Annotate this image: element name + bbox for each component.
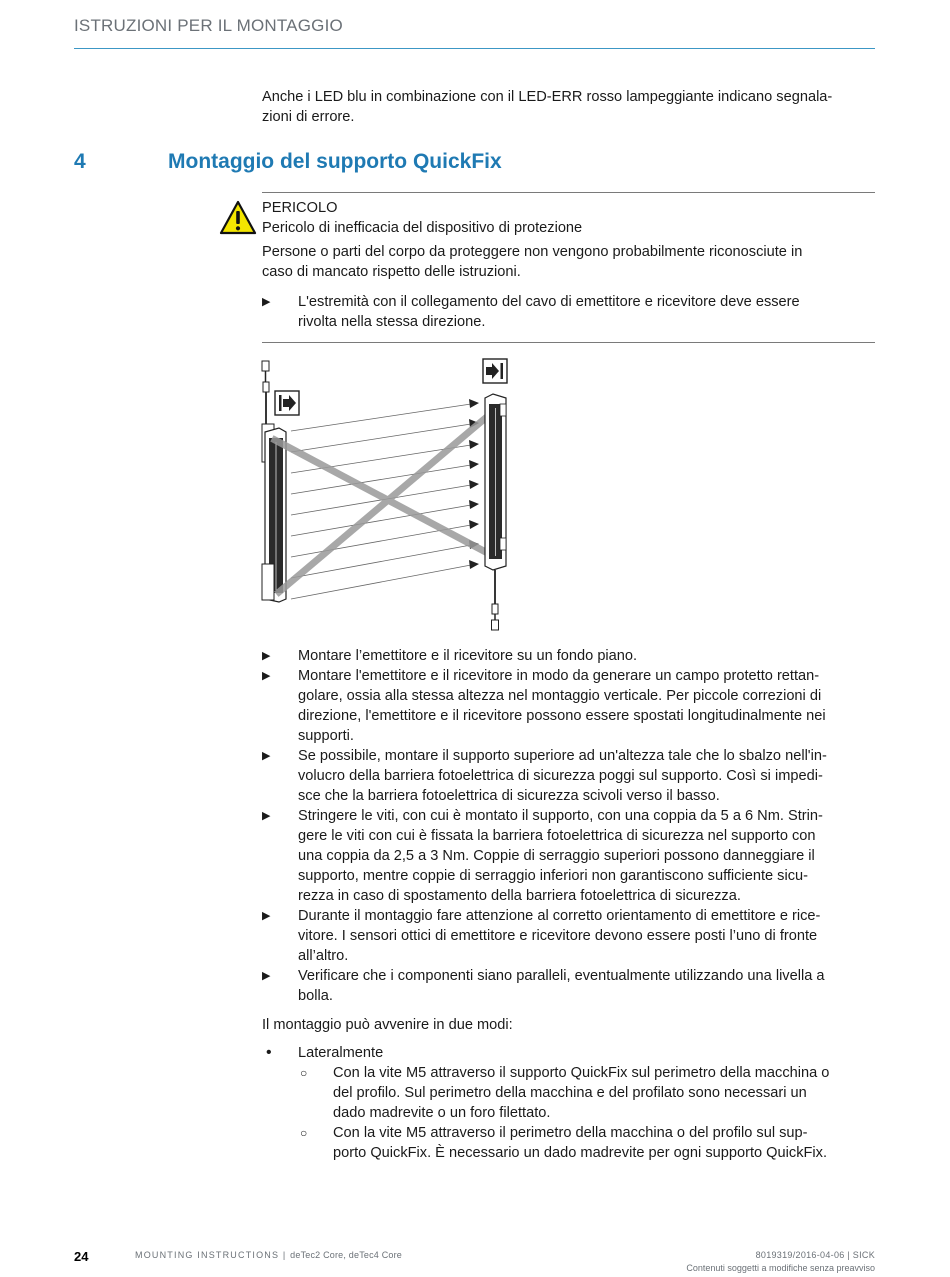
triangle-bullet-icon: ▶ <box>262 910 271 922</box>
step-item <box>262 646 874 666</box>
mode-subitem <box>298 1063 874 1123</box>
intro-paragraph <box>262 87 874 127</box>
step-line: gere le viti con cui è fissata la barriera fotoelettrica di sicurezza nel supporto con <box>298 828 816 844</box>
warning-triangle-icon <box>219 200 257 236</box>
step-line: supporto, mentre coppie di serraggio inferiori non garantiscono sufficiente sicu- <box>298 868 808 884</box>
warning-bottom-rule <box>262 342 875 343</box>
triangle-bullet-icon: ▶ <box>262 970 271 982</box>
warning-text-line: caso di mancato rispetto delle istruzioni. <box>262 264 521 280</box>
section-number: 4 <box>74 150 86 173</box>
warning-subtitle: Pericolo di inefficacia del dispositivo di protezione <box>262 220 583 236</box>
step-line: una coppia da 2,5 a 3 Nm. Coppie di serraggio superiori possono danneggiare il <box>298 848 815 864</box>
footer-note: Contenuti soggetti a modifiche senza preavviso <box>686 1263 875 1273</box>
step-line: vitore. I sensori ottici di emettitore e ricevitore devono essere posti l’uno di fronte <box>298 928 818 944</box>
warning-content <box>262 198 874 282</box>
footer-product: deTec2 Core, deTec4 Core <box>290 1250 403 1260</box>
mode-subitem <box>298 1123 874 1163</box>
warning-text <box>262 242 874 282</box>
mode-subitem-line: del profilo. Sul perimetro della macchina e del profilato sono necessari un <box>333 1085 807 1101</box>
step-item <box>262 966 874 1006</box>
mode-subitem-line: Con la vite M5 attraverso il supporto QuickFix sul perimetro della macchina o <box>333 1065 830 1081</box>
dot-bullet-icon: • <box>266 1044 272 1061</box>
intro-line: zioni di errore. <box>262 109 355 125</box>
step-line: Durante il montaggio fare attenzione al corretto orientamento di emettitore e rice- <box>298 908 821 924</box>
step-item <box>262 806 874 906</box>
triangle-bullet-icon: ▶ <box>262 670 271 682</box>
step-line: Montare l’emettitore e il ricevitore su un fondo piano. <box>298 648 638 664</box>
circle-bullet-icon: ○ <box>300 1126 308 1140</box>
triangle-bullet-icon: ▶ <box>262 296 271 308</box>
step-line: Verificare che i componenti siano paralleli, eventualmente utilizzando una livella a <box>298 968 825 984</box>
warning-bullet-line: L'estremità con il collegamento del cavo di emettitore e ricevitore deve essere <box>298 294 800 310</box>
page-header-title: ISTRUZIONI PER IL MONTAGGIO <box>74 16 343 35</box>
step-line: sce che la barriera fotoelettrica di sicurezza scivoli verso il basso. <box>298 788 720 804</box>
section-title: Montaggio del supporto QuickFix <box>168 150 502 173</box>
step-line: direzione, l'emettitore e il ricevitore possono essere spostati longitudinalmente nei <box>298 708 826 724</box>
mode-subitem-line: dado madrevite o un foro filettato. <box>333 1105 551 1121</box>
step-line: Stringere le viti, con cui è montato il supporto, con una coppia da 5 a 6 Nm. Strin- <box>298 808 823 824</box>
warning-label: PERICOLO <box>262 200 338 216</box>
warning-text-line: Persone o parti del corpo da proteggere non vengono probabilmente riconosciute in <box>262 244 803 260</box>
step-line: all’altro. <box>298 948 349 964</box>
triangle-bullet-icon: ▶ <box>262 750 271 762</box>
mode-subitem-line: Con la vite M5 attraverso il perimetro della macchina o del profilo sul sup- <box>333 1125 808 1141</box>
footer-doc-separator: | <box>279 1250 291 1260</box>
page-number: 24 <box>74 1249 89 1264</box>
modes-intro: Il montaggio può avvenire in due modi: <box>262 1017 513 1033</box>
step-item <box>262 666 874 746</box>
warning-top-rule <box>262 192 875 193</box>
step-line: rezza in caso di spostamento della barriera fotoelettrica di sicurezza. <box>298 888 741 904</box>
footer-reference: 8019319/2016-04-06 | SICK <box>755 1250 875 1260</box>
light-curtain-illustration <box>255 352 525 637</box>
circle-bullet-icon: ○ <box>300 1066 308 1080</box>
footer-doc-type: MOUNTING INSTRUCTIONS <box>135 1250 280 1260</box>
step-line: golare, ossia alla stessa altezza nel montaggio verticale. Per piccole correzioni di <box>298 688 822 704</box>
footer-doc-title <box>135 1250 402 1260</box>
step-line: volucro della barriera fotoelettrica di sicurezza poggi sul supporto. Così si impedi- <box>298 768 823 784</box>
triangle-bullet-icon: ▶ <box>262 650 271 662</box>
step-line: Montare l'emettitore e il ricevitore in modo da generare un campo protetto rettan- <box>298 668 820 684</box>
intro-line: Anche i LED blu in combinazione con il LED-ERR rosso lampeggiante indicano segnala- <box>262 89 833 105</box>
warning-bullet <box>262 292 874 332</box>
mode-item-label: Lateralmente <box>298 1045 384 1061</box>
mode-item-lateral <box>262 1043 874 1063</box>
step-item <box>262 746 874 806</box>
step-line: Se possibile, montare il supporto superiore ad un'altezza tale che lo sbalzo nell'in- <box>298 748 827 764</box>
mode-subitem-line: porto QuickFix. È necessario un dado madrevite per ogni supporto QuickFix. <box>333 1145 827 1161</box>
step-line: supporti. <box>298 728 354 744</box>
warning-bullet-line: rivolta nella stessa direzione. <box>298 314 486 330</box>
step-item <box>262 906 874 966</box>
header-divider <box>74 48 875 49</box>
triangle-bullet-icon: ▶ <box>262 810 271 822</box>
step-line: bolla. <box>298 988 333 1004</box>
